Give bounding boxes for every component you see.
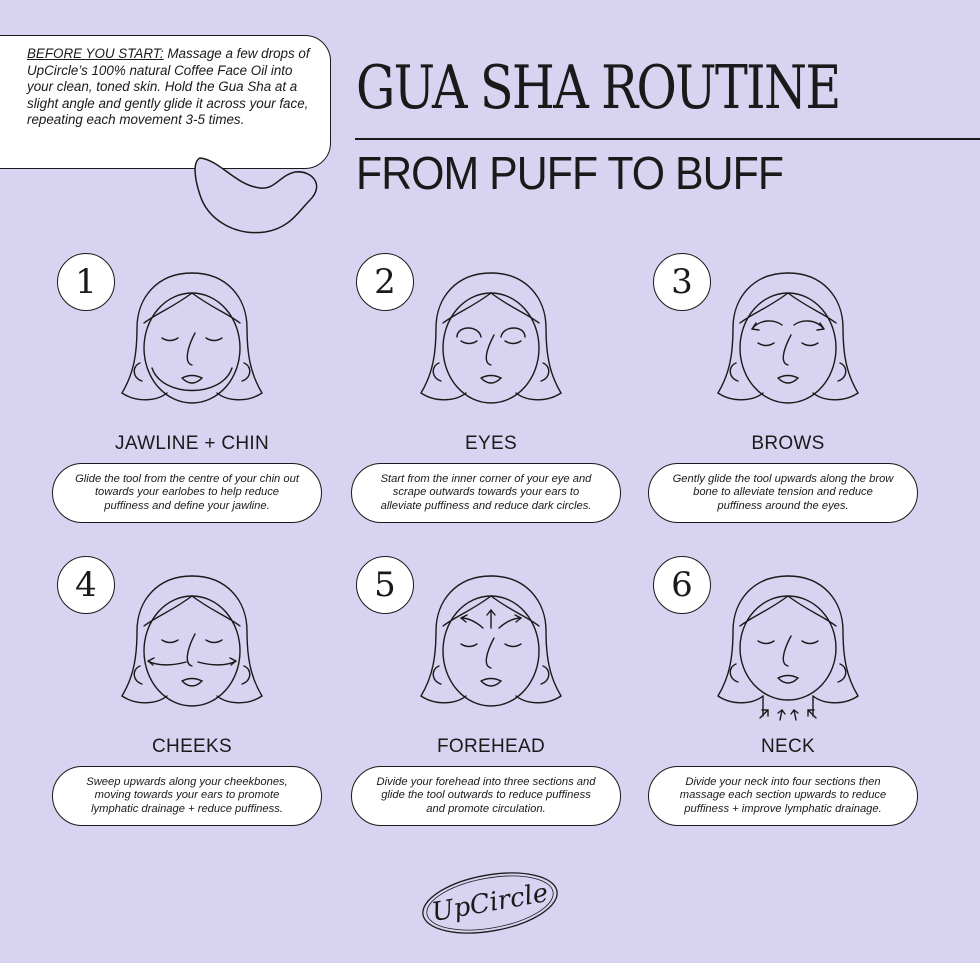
step-description: Glide the tool from the centre of your chin out towards your earlobes to help reduce puffiness and define your jawline. bbox=[52, 463, 322, 523]
intro-lead: BEFORE YOU START: bbox=[27, 46, 164, 61]
page-title: GUA SHA ROUTINE bbox=[356, 53, 840, 123]
upcircle-logo bbox=[415, 865, 565, 940]
step-number: 4 bbox=[57, 556, 115, 614]
step-cheeks bbox=[57, 556, 357, 846]
step-description: Divide your neck into four sections then massage each section upwards to reduce puffiness + improve lymphatic drainage. bbox=[648, 766, 918, 826]
step-number: 3 bbox=[653, 253, 711, 311]
step-number: 6 bbox=[653, 556, 711, 614]
step-jawline bbox=[57, 253, 357, 543]
face-eyes-icon bbox=[411, 263, 571, 433]
face-neck-icon bbox=[708, 566, 868, 736]
step-brows bbox=[653, 253, 953, 543]
page-subtitle: FROM PUFF TO BUFF bbox=[356, 147, 784, 199]
face-jawline-icon bbox=[112, 263, 272, 433]
step-eyes bbox=[356, 253, 656, 543]
step-number: 1 bbox=[57, 253, 115, 311]
face-cheeks-icon bbox=[112, 566, 272, 736]
intro-text: Massage a few drops of UpCircle’s 100% natural Coffee Face Oil into your clean, toned skin. Hold the Gua Sha at a slight angle and gently glide it across your face, repeating each movement 3-5 times. bbox=[27, 46, 310, 127]
step-number: 5 bbox=[356, 556, 414, 614]
step-number: 2 bbox=[356, 253, 414, 311]
step-description: Gently glide the tool upwards along the brow bone to alleviate tension and reduce puffiness around the eyes. bbox=[648, 463, 918, 523]
step-description: Start from the inner corner of your eye and scrape outwards towards your ears to alleviate puffiness and reduce dark circles. bbox=[351, 463, 621, 523]
step-label: NECK bbox=[761, 736, 815, 757]
step-label: FOREHEAD bbox=[437, 736, 545, 757]
step-label: CHEEKS bbox=[152, 736, 232, 757]
logo-text: UpCircle bbox=[429, 878, 551, 928]
step-label: BROWS bbox=[751, 433, 825, 454]
title-divider bbox=[355, 138, 980, 140]
gua-sha-stone-icon bbox=[180, 140, 340, 240]
step-label: EYES bbox=[465, 433, 517, 454]
step-forehead bbox=[356, 556, 656, 846]
face-forehead-icon bbox=[411, 566, 571, 736]
step-neck bbox=[653, 556, 953, 846]
step-description: Divide your forehead into three sections and glide the tool outwards to reduce puffiness and promote circulation. bbox=[351, 766, 621, 826]
step-label: JAWLINE + CHIN bbox=[115, 433, 269, 454]
face-brows-icon bbox=[708, 263, 868, 433]
step-description: Sweep upwards along your cheekbones, moving towards your ears to promote lymphatic drainage + reduce puffiness. bbox=[52, 766, 322, 826]
